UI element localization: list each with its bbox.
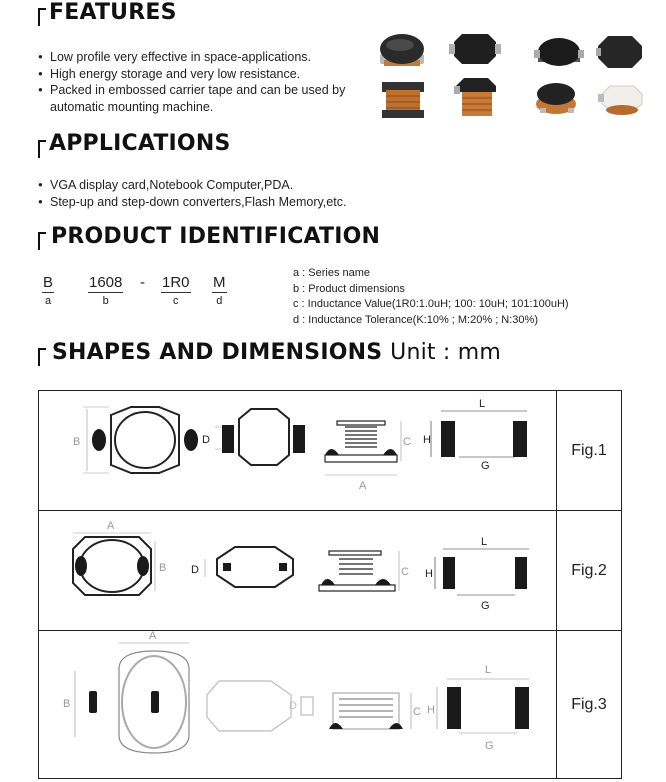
dim-label-c: C: [403, 436, 411, 448]
figure-label-1: Fig.1: [557, 391, 622, 511]
pid-code: M: [213, 274, 226, 291]
figure-label-3: Fig.3: [557, 631, 622, 779]
dim-label-h: H: [423, 434, 431, 446]
fig2-drawing: [39, 511, 555, 625]
pid-code: 1R0: [162, 274, 190, 291]
pid-code: B: [43, 274, 54, 291]
list-item: ● Step-up and step-down converters,Flash Memory,etc.: [38, 194, 438, 211]
applications-list: [38, 177, 438, 210]
shapes-heading: [52, 340, 501, 365]
legend-item: a : Series name: [293, 267, 371, 279]
pid-part-b: [88, 274, 123, 307]
pid-code: 1608: [89, 274, 123, 291]
pid-legend: [293, 266, 613, 328]
dim-label-g: G: [481, 600, 490, 612]
pid-part-d: [212, 274, 227, 307]
product-photo-3: [534, 38, 584, 66]
list-item: ● VGA display card,Notebook Computer,PDA.: [38, 177, 438, 194]
shapes-unit: Unit : mm: [390, 340, 501, 365]
drawing-cell: [39, 631, 557, 779]
pid-label: d: [216, 295, 223, 307]
product-identification-heading: PRODUCT IDENTIFICATION: [51, 224, 381, 249]
features-list: [38, 49, 368, 115]
pid-label: b: [102, 295, 109, 307]
dim-label-d: D: [202, 434, 210, 446]
pid-label: a: [44, 295, 52, 307]
features-heading-bracket: [38, 8, 46, 26]
fig1-drawing: [39, 391, 555, 505]
dim-label-g: G: [485, 740, 494, 752]
drawing-cell: [39, 511, 557, 631]
dim-label-c: C: [413, 706, 421, 718]
product-photo-4: [596, 36, 642, 68]
pid-label: c: [173, 295, 179, 307]
product-photo-6: [454, 78, 496, 116]
applications-heading-bracket: [38, 140, 46, 158]
pid-separator: -: [140, 274, 145, 291]
figure-label-2: Fig.2: [557, 511, 622, 631]
pid-part-c: [161, 274, 191, 307]
dim-label-c: C: [401, 566, 409, 578]
legend-item: b : Product dimensions: [293, 282, 405, 295]
legend-item: d : Inductance Tolerance(K:10% ; M:20% ; N:30%): [293, 313, 538, 326]
dim-label-a: A: [149, 631, 157, 642]
dim-label-l: L: [479, 398, 486, 410]
product-photo-8: [598, 86, 642, 115]
pid-part-a: [42, 274, 54, 307]
table-row: [39, 511, 622, 631]
dim-label-g: G: [481, 460, 490, 472]
product-photo-2: [449, 34, 501, 64]
dim-label-h: H: [427, 704, 435, 716]
dim-label-a: A: [359, 480, 367, 492]
table-row: [39, 631, 622, 779]
dim-label-d: D: [289, 700, 297, 712]
product-photo-7: [536, 83, 576, 114]
dim-label-a: A: [107, 520, 115, 532]
dim-label-b: B: [63, 698, 71, 710]
product-photo-5: [382, 82, 424, 118]
shapes-title: SHAPES AND DIMENSIONS: [52, 340, 383, 365]
legend-item: c : Inductance Value(1R0:1.0uH; 100: 10uH; 101:100uH): [293, 298, 569, 310]
dimensions-table: [38, 390, 622, 779]
product-identification-heading-bracket: [38, 232, 46, 250]
list-item: ● Packed in embossed carrier tape and can be used by automatic mounting machine.: [38, 82, 368, 115]
features-heading: FEATURES: [49, 0, 177, 25]
dim-label-h: H: [425, 568, 433, 580]
drawing-cell: [39, 391, 557, 511]
table-row: [39, 391, 622, 511]
dim-label-b: B: [159, 562, 167, 574]
dim-label-l: L: [485, 664, 492, 676]
list-item: ● Low profile very effective in space-applications.: [38, 49, 368, 66]
product-photos: [370, 30, 666, 130]
fig3-drawing: [39, 631, 555, 773]
list-item: ● High energy storage and very low resistance.: [38, 66, 368, 83]
dim-label-b: B: [73, 436, 81, 448]
shapes-heading-bracket: [38, 348, 46, 366]
applications-heading: APPLICATIONS: [49, 131, 231, 156]
product-photo-1: [380, 34, 424, 66]
dim-label-d: D: [191, 564, 199, 576]
dim-label-l: L: [481, 536, 488, 548]
